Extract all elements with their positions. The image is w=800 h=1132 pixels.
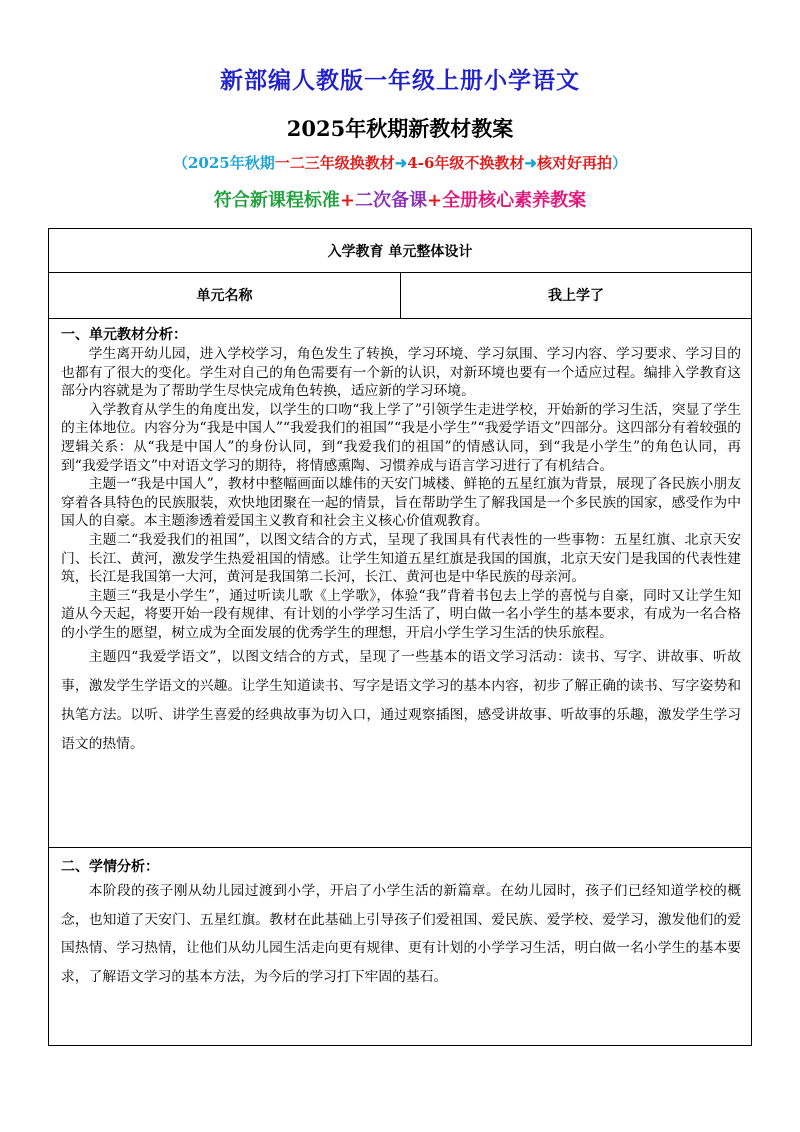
note-part4: 核对好再拍 [537, 154, 613, 172]
unit-name-label: 单元名称 [49, 272, 401, 318]
paragraph: 本阶段的孩子刚从幼儿园过渡到小学，开启了小学生活的新篇章。在幼儿园时，孩子们已经知道学校的概念，也知道了天安门、五星红旗。教材在此基础上引导孩子们爱祖国、爱民族、爱学校、爱学习，激发他们的爱国热情、学习热情，让他们从幼儿园生活走向更有规律、更有计划的小学学习生活，明白做一名小学生的基本要求，了解语文学习的基本方法，为今后的学习打下牢固的基石。 [61, 883, 741, 985]
unit-name-row [49, 272, 751, 319]
learner-analysis-section [49, 848, 751, 1044]
note-part1: 2025年秋期 [187, 154, 275, 172]
tagline-part3: 全册核心素养教案 [442, 190, 587, 211]
arrow-icon: ➜ [394, 154, 408, 172]
tagline-part1: 符合新课程标准 [213, 190, 340, 211]
paragraph: 主题三“我是小学生”，通过听读儿歌《上学歌》，体验“我”背着书包去上学的喜悦与自豪，同时又让学生知道从今天起，将要开始一段有规律、有计划的小学学习生活了，明白做一名小学生的基本要求，有成为一名合格的小学生的愿望，树立成为全面发展的优秀学生的理想，开启小学生学习生活的快乐旅程。 [61, 587, 741, 641]
textbook-note [0, 152, 800, 173]
tagline-plus1: + [339, 190, 355, 211]
paragraph: 入学教育从学生的角度出发，以学生的口吻“我上学了”引领学生走进学校，开始新的学习生活，突显了学生的主体地位。内容分为“我是中国人”“我爱我们的祖国”“我是小学生”“我爱学语文”四部分。这四部分有着较强的逻辑关系：从“我是中国人”的身份认同，到“我爱我们的祖国”的情感认同，到“我是小学生”的角色认同，再到“我爱学语文”中对语文学习的期待，将情感熏陶、习惯养成与语言学习进行了有机结合。 [61, 401, 741, 474]
arrow-icon: ➜ [524, 154, 537, 172]
note-close: ） [612, 154, 628, 172]
document-subtitle: 2025年秋期新教材教案 [286, 116, 514, 141]
tagline [0, 186, 800, 212]
paragraph: 主题二“我爱我们的祖国”，以图文结合的方式，呈现了我国具有代表性的一些事物：五星红旗、北京天安门、长江、黄河，激发学生热爱祖国的情感。让学生知道五星红旗是我国的国旗，北京天安门是我国的代表性建筑，长江是我国第一大河，黄河是我国第二长河，长江、黄河也是中华民族的母亲河。 [61, 531, 741, 586]
unit-name-value: 我上学了 [548, 288, 604, 304]
paragraph: 主题四“我爱学语文”，以图文结合的方式，呈现了一些基本的语文学习活动：读书、写字、讲故事、听故事，激发学生学语文的兴趣。让学生知道读书、写字是语文学习的基本内容，初步了解正确的读书、写字姿势和执笔方法。以听、讲学生喜爱的经典故事为切入口，通过观察插图，感受讲故事、听故事的乐趣，激发学生学习语文的热情。 [61, 648, 741, 752]
note-part3: 4-6年级不换教材 [407, 154, 525, 172]
paragraph: 学生离开幼儿园，进入学校学习，角色发生了转换，学习环境、学习氛围、学习内容、学习要求、学习目的也都有了很大的变化。学生对自己的角色需要有一个新的认识，对新环境也要有一个适应过程。编排入学教育这部分内容就是为了帮助学生尽快完成角色转换，适应新的学习环境。 [61, 346, 741, 400]
tagline-part2: 二次备课 [355, 190, 427, 211]
note-part2: 一二三年级换教材 [274, 154, 395, 172]
table-title: 入学教育 单元整体设计 [49, 229, 751, 273]
tagline-plus2: + [427, 190, 443, 211]
note-open: （ [172, 154, 188, 172]
textbook-analysis-section [49, 318, 751, 848]
paragraph: 主题一“我是中国人”，教材中整幅画面以雄伟的天安门城楼、鲜艳的五星红旗为背景，展现了各民族小朋友穿着各具特色的民族服装，欢快地团聚在一起的情景，旨在帮助学生了解我国是一个多民族的国家，感受作为中国人的自豪。本主题渗透着爱国主义教育和社会主义核心价值观教育。 [61, 476, 741, 530]
lesson-plan-table [48, 228, 752, 1046]
document-title: 新部编人教版一年级上册小学语文 [220, 67, 580, 94]
section-heading: 一、单元教材分析： [61, 327, 187, 343]
section-heading: 二、学情分析： [61, 859, 159, 875]
